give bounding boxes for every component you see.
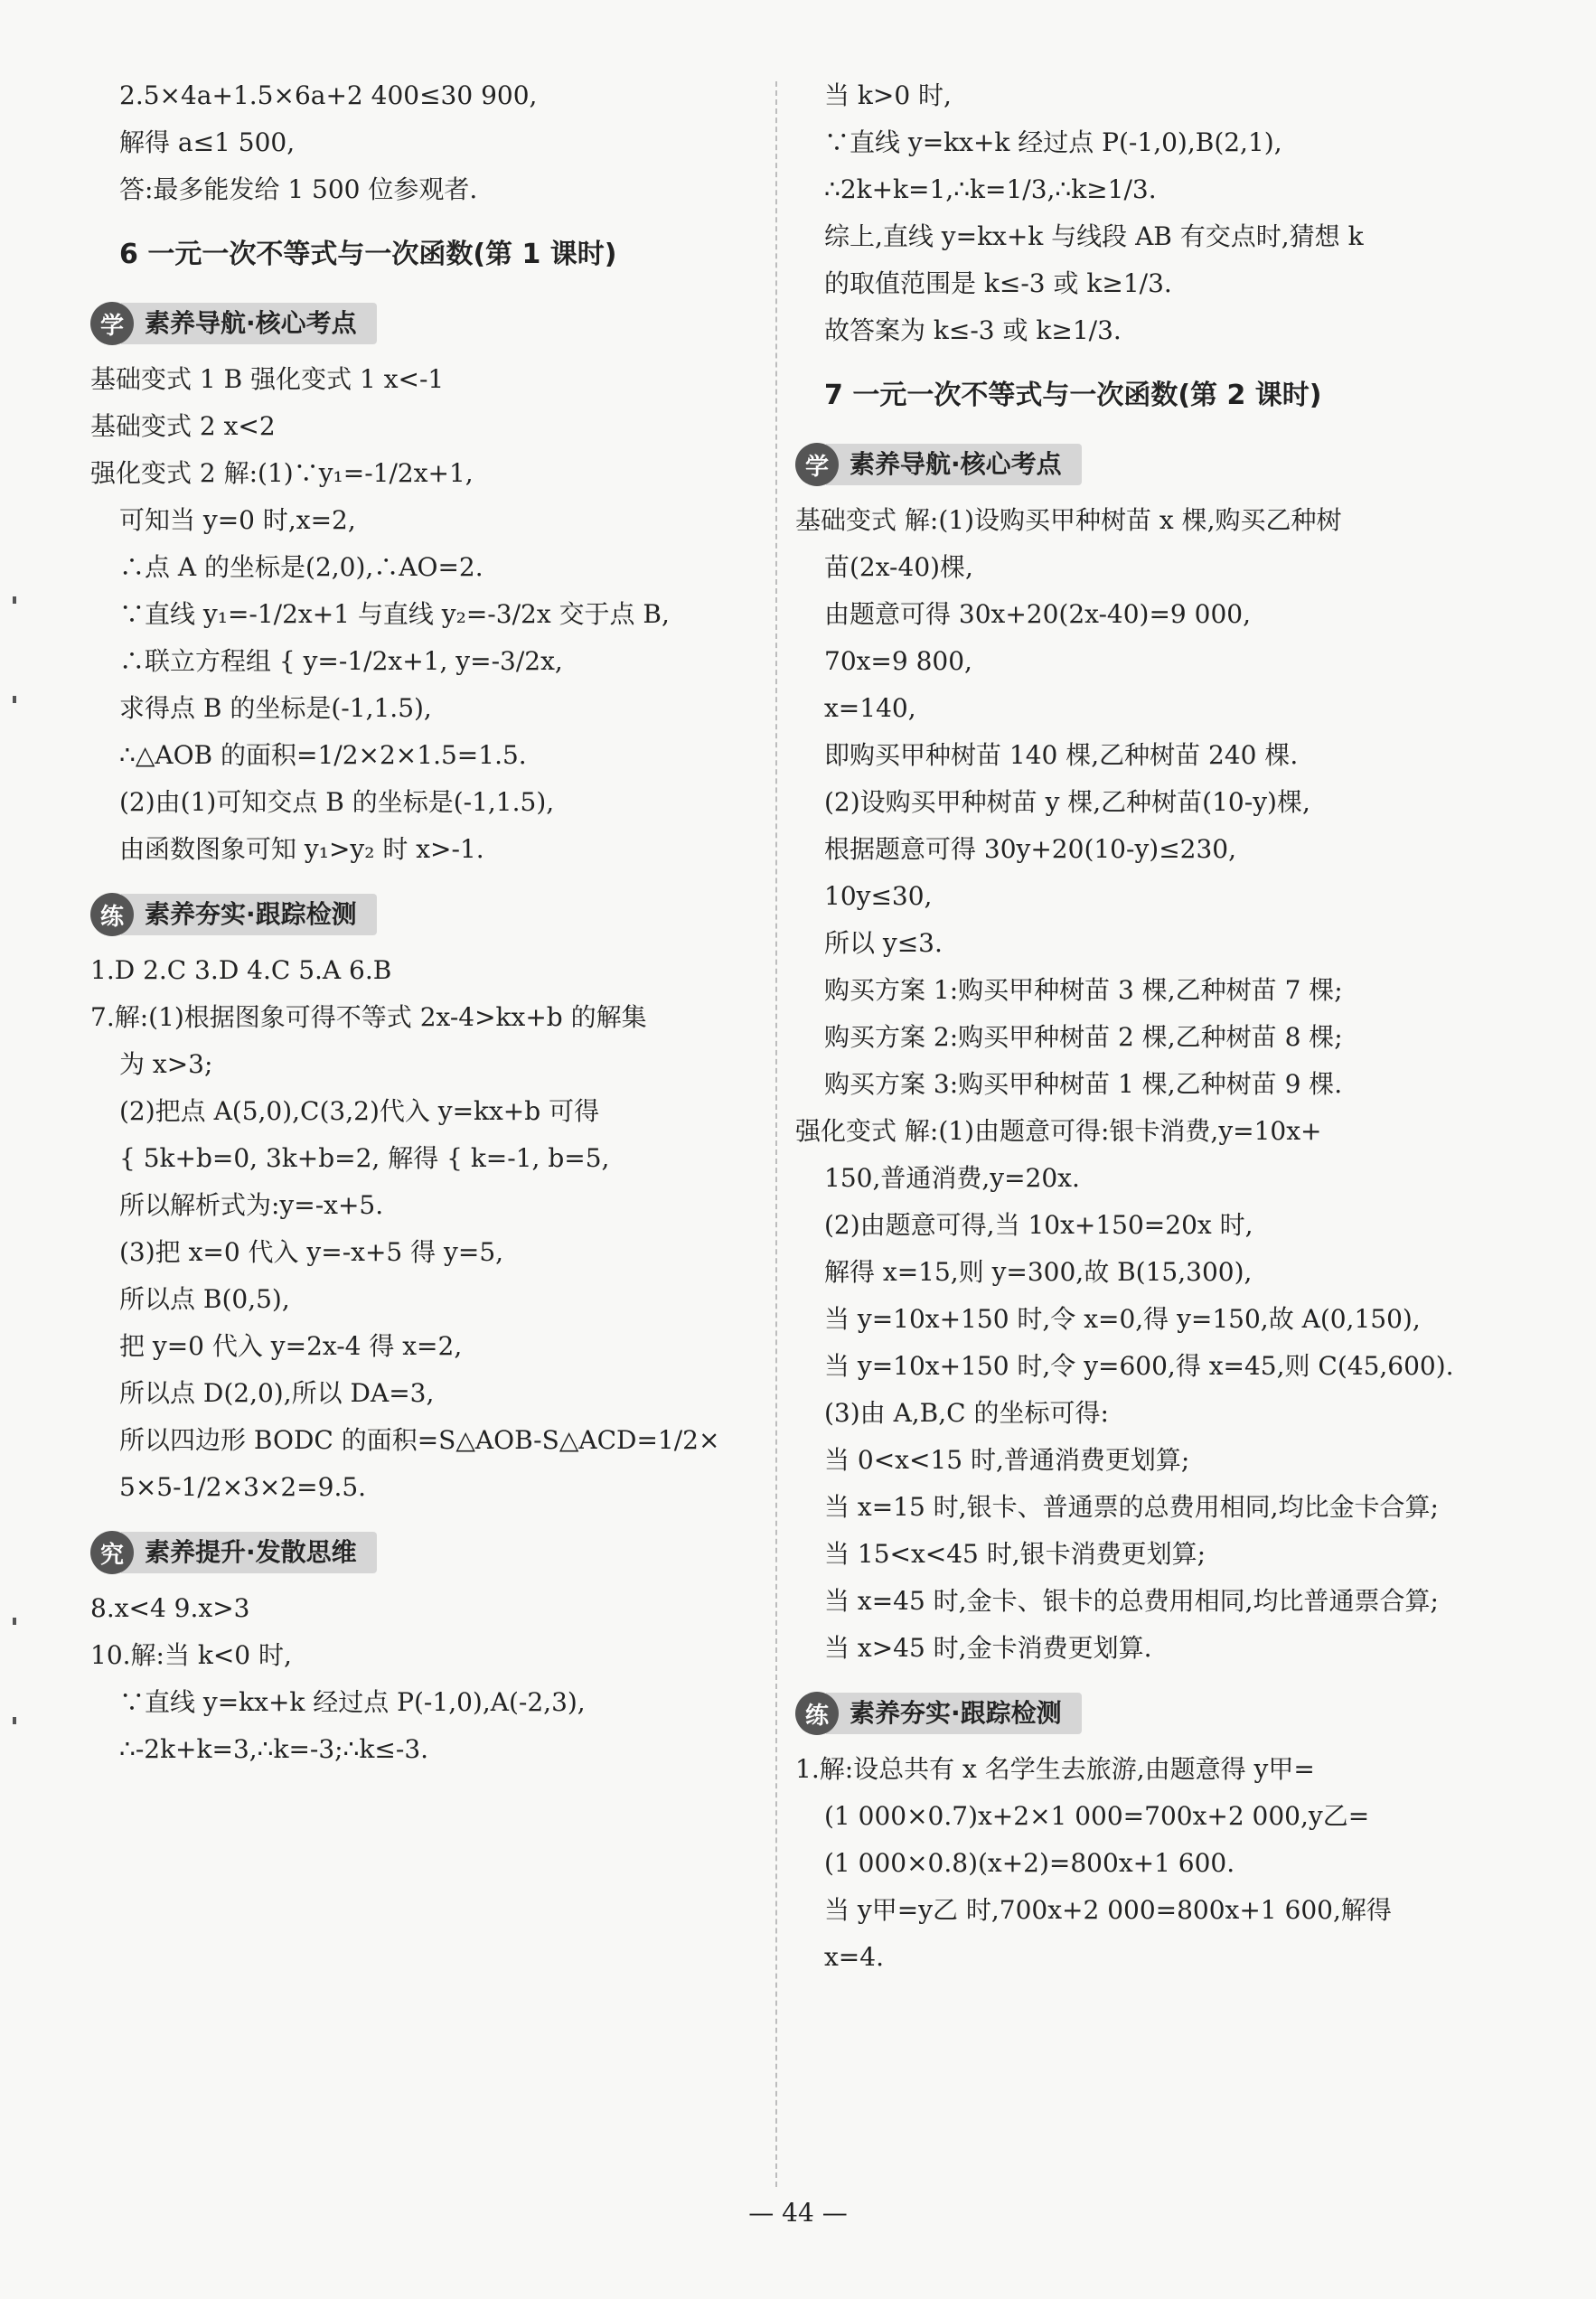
scan-mark <box>13 596 16 604</box>
text-line: 当 0<x<15 时,普通消费更划算; <box>824 1445 1190 1475</box>
text-line: x=140, <box>824 693 916 723</box>
text-line: ∴-2k+k=3,∴k=-3;∴k≤-3. <box>119 1734 429 1764</box>
text-line: 当 15<x<45 时,银卡消费更划算; <box>824 1539 1206 1569</box>
text-line: 当 x=45 时,金卡、银卡的总费用相同,均比普通票合算; <box>824 1586 1439 1616</box>
text-line: 70x=9 800, <box>824 646 972 676</box>
text-line: ∴联立方程组 { y=-1/2x+1, y=-3/2x, <box>119 646 563 676</box>
text-line: 所以点 B(0,5), <box>119 1284 290 1314</box>
text-line: 解得 a≤1 500, <box>119 127 296 157</box>
badge-label: 素养提升·发散思维 <box>121 1532 377 1573</box>
text-line: 7.解:(1)根据图象可得不等式 2x-4>kx+b 的解集 <box>90 1002 647 1032</box>
text-line: { 5k+b=0, 3k+b=2, 解得 { k=-1, b=5, <box>119 1143 610 1173</box>
text-line: 强化变式 解:(1)由题意可得:银卡消费,y=10x+ <box>795 1116 1322 1146</box>
badge-label: 素养导航·核心考点 <box>826 444 1082 485</box>
text-line: 当 x=15 时,银卡、普通票的总费用相同,均比金卡合算; <box>824 1492 1439 1522</box>
text-line: 1.解:设总共有 x 名学生去旅游,由题意得 y甲= <box>795 1754 1315 1784</box>
text-line: 把 y=0 代入 y=2x-4 得 x=2, <box>119 1331 463 1361</box>
text-line: 即购买甲种树苗 140 棵,乙种树苗 240 棵. <box>824 740 1299 770</box>
section-badge <box>795 441 1464 488</box>
text-line: 2.5×4a+1.5×6a+2 400≤30 900, <box>119 80 538 110</box>
text-line: 为 x>3; <box>119 1049 213 1079</box>
text-line: 当 x>45 时,金卡消费更划算. <box>824 1633 1152 1663</box>
text-line: 根据题意可得 30y+20(10-y)≤230, <box>824 834 1236 864</box>
badge-label: 素养导航·核心考点 <box>121 303 377 344</box>
text-line: x=4. <box>824 1942 884 1972</box>
right-column <box>795 72 1464 1981</box>
text-line: (3)把 x=0 代入 y=-x+5 得 y=5, <box>119 1237 504 1267</box>
badge-icon: 学 <box>795 443 839 486</box>
text-line: 的取值范围是 k≤-3 或 k≥1/3. <box>824 268 1172 298</box>
text-line: (2)设购买甲种树苗 y 棵,乙种树苗(10-y)棵, <box>824 787 1310 817</box>
section-badge <box>795 1690 1464 1737</box>
scan-mark <box>13 1717 16 1724</box>
text-line: 所以点 D(2,0),所以 DA=3, <box>119 1378 435 1408</box>
text-line: 5×5-1/2×3×2=9.5. <box>119 1472 367 1502</box>
section-title: 6 一元一次不等式与一次函数(第 1 课时) <box>119 239 617 270</box>
text-line: 150,普通消费,y=20x. <box>824 1163 1080 1193</box>
text-line: 苗(2x-40)棵, <box>824 552 973 582</box>
text-line: (1 000×0.7)x+2×1 000=700x+2 000,y乙= <box>824 1801 1370 1831</box>
text-line: 8.x<4 9.x>3 <box>90 1593 250 1623</box>
text-line: 答:最多能发给 1 500 位参观者. <box>119 174 478 204</box>
text-line: (2)由题意可得,当 10x+150=20x 时, <box>824 1210 1253 1240</box>
text-line: (2)由(1)可知交点 B 的坐标是(-1,1.5), <box>119 787 555 817</box>
text-line: (2)把点 A(5,0),C(3,2)代入 y=kx+b 可得 <box>119 1096 600 1126</box>
section-title: 7 一元一次不等式与一次函数(第 2 课时) <box>824 380 1322 411</box>
text-line: 解得 x=15,则 y=300,故 B(15,300), <box>824 1257 1253 1287</box>
text-line: ∴点 A 的坐标是(2,0),∴AO=2. <box>119 552 483 582</box>
text-line: ∴2k+k=1,∴k=1/3,∴k≥1/3. <box>824 174 1157 204</box>
text-line: 购买方案 3:购买甲种树苗 1 棵,乙种树苗 9 棵. <box>824 1069 1343 1099</box>
text-line: 由函数图象可知 y₁>y₂ 时 x>-1. <box>119 834 484 864</box>
text-line: 当 y=10x+150 时,令 x=0,得 y=150,故 A(0,150), <box>824 1304 1421 1334</box>
text-line: 由题意可得 30x+20(2x-40)=9 000, <box>824 599 1251 629</box>
text-line: 基础变式 2 x<2 <box>90 411 276 441</box>
text-line: 当 y=10x+150 时,令 y=600,得 x=45,则 C(45,600). <box>824 1351 1454 1381</box>
scan-mark <box>13 1618 16 1625</box>
text-line: 强化变式 2 解:(1)∵y₁=-1/2x+1, <box>90 458 474 488</box>
page-number: — 44 — <box>748 2198 848 2228</box>
text-line: 基础变式 解:(1)设购买甲种树苗 x 棵,购买乙种树 <box>795 505 1342 535</box>
text-line: ∵直线 y=kx+k 经过点 P(-1,0),B(2,1), <box>824 127 1282 157</box>
left-column <box>90 72 759 1773</box>
badge-icon: 练 <box>795 1692 839 1735</box>
text-line: 当 y甲=y乙 时,700x+2 000=800x+1 600,解得 <box>824 1895 1392 1925</box>
text-line: 当 k>0 时, <box>824 80 952 110</box>
text-line: ∴△AOB 的面积=1/2×2×1.5=1.5. <box>119 740 527 770</box>
text-line: 1.D 2.C 3.D 4.C 5.A 6.B <box>90 955 392 985</box>
text-line: 10y≤30, <box>824 881 933 911</box>
text-line: 所以 y≤3. <box>824 928 943 958</box>
text-line: ∵直线 y=kx+k 经过点 P(-1,0),A(-2,3), <box>119 1687 586 1717</box>
section-badge <box>90 891 759 938</box>
text-line: 10.解:当 k<0 时, <box>90 1640 292 1670</box>
badge-icon: 学 <box>90 302 134 345</box>
badge-icon: 练 <box>90 893 134 936</box>
column-divider <box>775 81 777 2187</box>
section-badge <box>90 300 759 347</box>
text-line: 基础变式 1 B 强化变式 1 x<-1 <box>90 364 445 394</box>
text-line: ∵直线 y₁=-1/2x+1 与直线 y₂=-3/2x 交于点 B, <box>119 599 670 629</box>
badge-icon: 究 <box>90 1531 134 1574</box>
text-line: 所以解析式为:y=-x+5. <box>119 1190 384 1220</box>
text-line: 购买方案 1:购买甲种树苗 3 棵,乙种树苗 7 棵; <box>824 975 1343 1005</box>
text-line: 可知当 y=0 时,x=2, <box>119 505 356 535</box>
section-badge <box>90 1529 759 1576</box>
text-line: 购买方案 2:购买甲种树苗 2 棵,乙种树苗 8 棵; <box>824 1022 1343 1052</box>
text-line: (3)由 A,B,C 的坐标可得: <box>824 1398 1109 1428</box>
text-line: 故答案为 k≤-3 或 k≥1/3. <box>824 315 1122 345</box>
text-line: 所以四边形 BODC 的面积=S△AOB-S△ACD=1/2× <box>119 1425 720 1455</box>
badge-label: 素养夯实·跟踪检测 <box>121 894 377 935</box>
scan-mark <box>13 696 16 703</box>
badge-label: 素养夯实·跟踪检测 <box>826 1693 1082 1734</box>
text-line: 求得点 B 的坐标是(-1,1.5), <box>119 693 432 723</box>
text-line: (1 000×0.8)(x+2)=800x+1 600. <box>824 1848 1235 1878</box>
text-line: 综上,直线 y=kx+k 与线段 AB 有交点时,猜想 k <box>824 221 1364 251</box>
